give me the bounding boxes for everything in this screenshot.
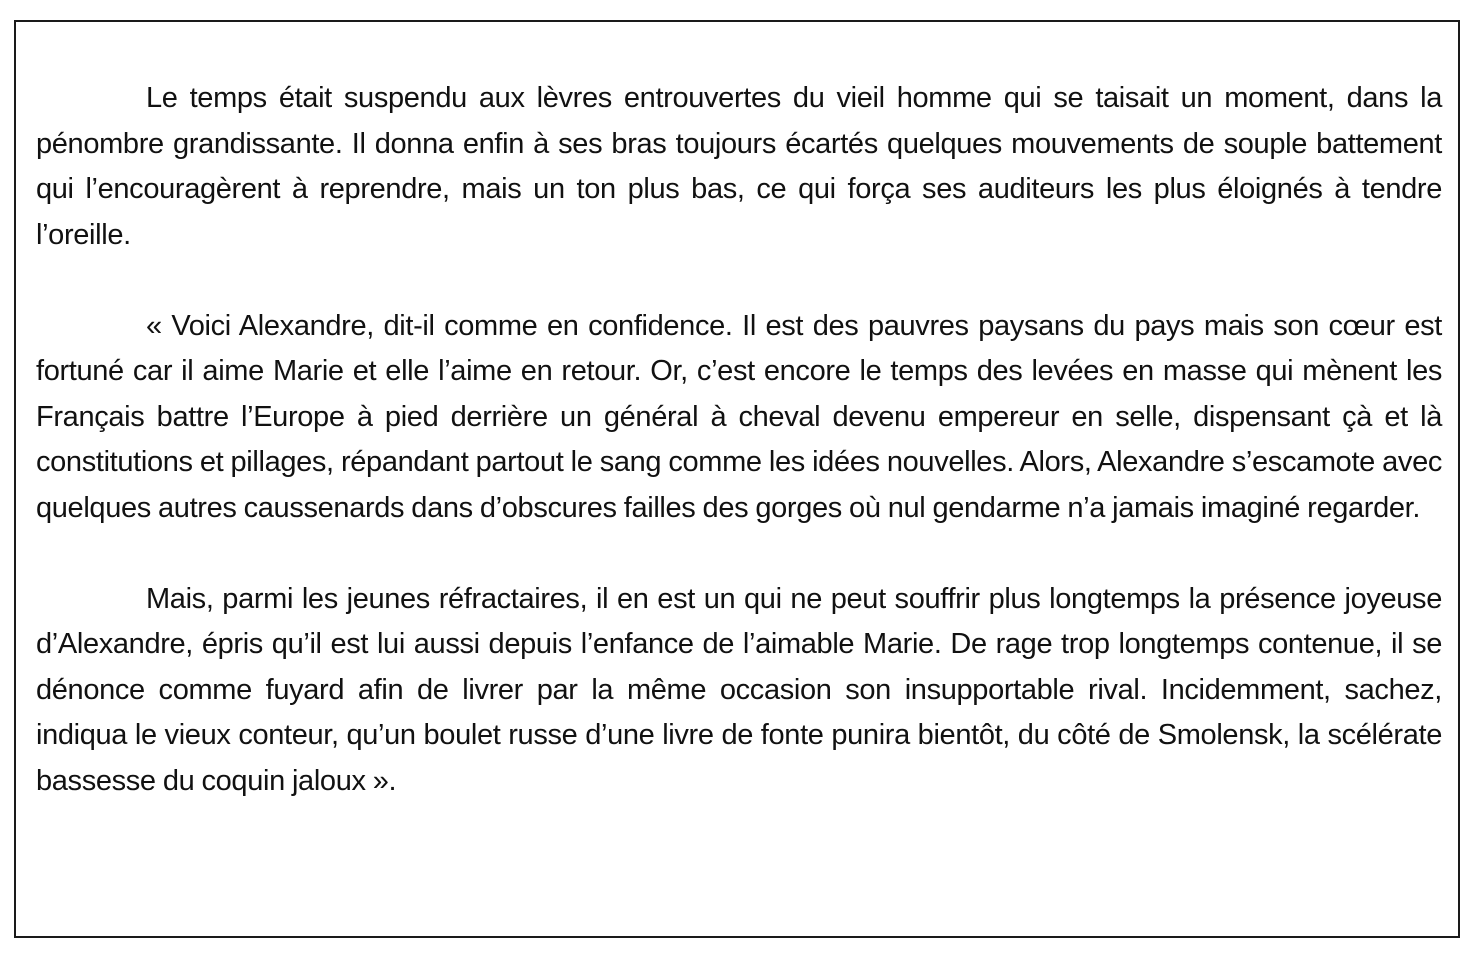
document-frame [14,20,1460,938]
paragraph-2: « Voici Alexandre, dit-il comme en confidence. Il est des pauvres paysans du pays mais son cœur est fortuné car il aime Marie et elle l’aime en retour. Or, c’est encore le temps des levées en masse qui mènent les Français battre l’Europe à pied derrière un général à cheval devenu empereur en selle, dispensant çà et là constitutions et pillages, répandant partout le sang comme les idées nouvelles. Alors, Alexandre s’escamote avec quelques autres caussenards dans d’obscures failles des gorges où nul gendarme n’a jamais imaginé regarder. [36,309,1442,524]
paragraph-3: Mais, parmi les jeunes réfractaires, il en est un qui ne peut souffrir plus longtemps la présence joyeuse d’Alexandre, épris qu’il est lui aussi depuis l’enfance de l’aimable Marie. De rage trop longtemps contenue, il se dénonce comme fuyard afin de livrer par la même occasion son insupportable rival. Incidemment, sachez, indiqua le vieux conteur, qu’un boulet russe d’une livre de fonte punira bientôt, du côté de Smolensk, la scélérate bassesse du coquin jaloux ». [36,582,1442,797]
document-body [36,76,1442,804]
paragraph-1: Le temps était suspendu aux lèvres entrouvertes du vieil homme qui se taisait un moment, dans la pénombre grandissante. Il donna enfin à ses bras toujours écartés quelques mouvements de souple battement qui l’encouragèrent à reprendre, mais un ton plus bas, ce qui força ses auditeurs les plus éloignés à tendre l’oreille. [36,82,1442,251]
